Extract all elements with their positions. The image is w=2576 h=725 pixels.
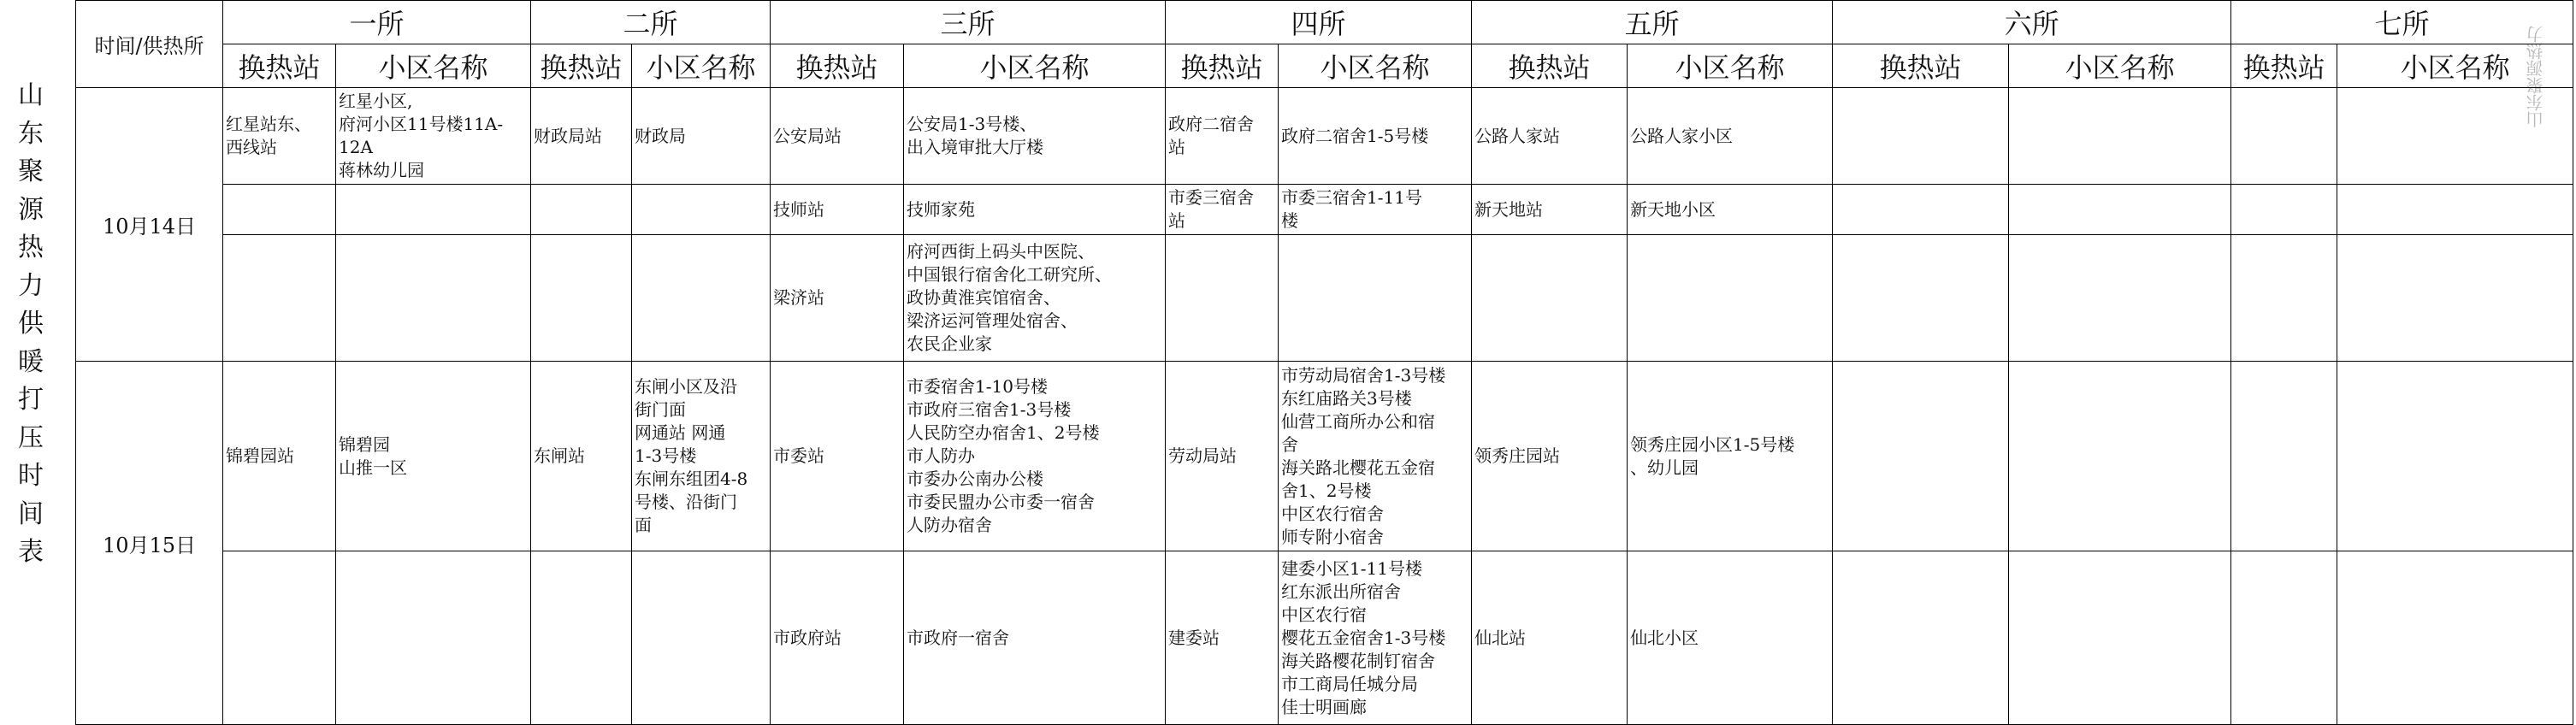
community-cell: 市委三宿舍1-11号 楼 — [1279, 185, 1472, 235]
station-column-header: 换热站 — [531, 44, 632, 88]
community-cell — [336, 185, 531, 235]
station-cell — [531, 185, 632, 235]
station-cell — [1472, 235, 1628, 362]
header-row-sub — [76, 44, 2573, 88]
side-title-char: 聚 — [18, 156, 44, 186]
station-cell: 红星站东、 西线站 — [223, 88, 336, 185]
side-title-char: 热 — [18, 233, 44, 262]
station-cell — [531, 551, 632, 725]
suo-header-6: 六所 — [1833, 1, 2231, 44]
watermark: 山东聚源热力 — [2526, 26, 2546, 128]
suo-header-1: 一所 — [223, 1, 531, 44]
community-cell — [1628, 235, 1833, 362]
community-cell: 建委小区1-11号楼 红东派出所宿舍 中区农行宿 樱花五金宿舍1-3号楼 海关路樱花制钉宿舍 市工商局任城分局 佳士明画廊 — [1279, 551, 1472, 725]
station-column-header: 换热站 — [771, 44, 904, 88]
station-cell — [223, 185, 336, 235]
station-cell — [223, 235, 336, 362]
community-cell: 政府二宿舍1-5号楼 — [1279, 88, 1472, 185]
station-cell: 锦碧园站 — [223, 362, 336, 551]
station-cell — [1833, 362, 2009, 551]
community-cell: 仙北小区 — [1628, 551, 1833, 725]
station-cell — [2231, 551, 2337, 725]
community-column-header: 小区名称 — [904, 44, 1166, 88]
station-cell — [1833, 235, 2009, 362]
table-row — [76, 235, 2573, 362]
community-cell — [336, 235, 531, 362]
community-cell: 公路人家小区 — [1628, 88, 1833, 185]
station-cell: 技师站 — [771, 185, 904, 235]
station-cell: 劳动局站 — [1166, 362, 1279, 551]
community-cell: 府河西街上码头中医院、 中国银行宿舍化工研究所、 政协黄淮宾馆宿舍、 梁济运河管理处宿舍、 农民企业家 — [904, 235, 1166, 362]
side-title-char: 力 — [18, 270, 44, 301]
side-title-char: 压 — [18, 422, 44, 453]
suo-header-3: 三所 — [771, 1, 1166, 44]
community-cell: 锦碧园 山推一区 — [336, 362, 531, 551]
table-row — [76, 362, 2573, 551]
station-cell: 建委站 — [1166, 551, 1279, 725]
station-column-header: 换热站 — [223, 44, 336, 88]
community-cell: 市委宿舍1-10号楼 市政府三宿舍1-3号楼 人民防空办宿舍1、2号楼 市人防办 市委办公南办公楼 市委民盟办公市委一宿舍 人防办宿舍 — [904, 362, 1166, 551]
community-cell — [336, 551, 531, 725]
side-title-char: 表 — [18, 537, 44, 567]
station-column-header: 换热站 — [1472, 44, 1628, 88]
community-cell — [632, 185, 771, 235]
station-cell — [1833, 185, 2009, 235]
station-cell: 梁济站 — [771, 235, 904, 362]
community-column-header: 小区名称 — [1279, 44, 1472, 88]
station-cell: 公路人家站 — [1472, 88, 1628, 185]
station-cell — [1166, 235, 1279, 362]
vertical-page-title — [0, 77, 62, 714]
station-cell — [531, 235, 632, 362]
community-cell — [2337, 235, 2573, 362]
community-cell — [632, 551, 771, 725]
station-cell — [2231, 185, 2337, 235]
station-cell: 仙北站 — [1472, 551, 1628, 725]
suo-header-4: 四所 — [1166, 1, 1472, 44]
community-column-header: 小区名称 — [632, 44, 771, 88]
station-cell: 市委站 — [771, 362, 904, 551]
community-column-header: 小区名称 — [2337, 44, 2573, 88]
community-cell — [2337, 362, 2573, 551]
station-column-header: 换热站 — [1833, 44, 2009, 88]
station-cell: 市政府站 — [771, 551, 904, 725]
station-cell — [2231, 88, 2337, 185]
community-column-header: 小区名称 — [336, 44, 531, 88]
community-cell: 新天地小区 — [1628, 185, 1833, 235]
corner-header: 时间/供热所 — [76, 1, 223, 88]
community-cell — [2009, 551, 2231, 725]
community-cell: 市劳动局宿舍1-3号楼 东红庙路关3号楼 仙营工商所办公和宿 舍 海关路北樱花五金宿 舍1、2号楼 中区农行宿舍 师专附小宿舍 — [1279, 362, 1472, 551]
side-title-char: 山 — [18, 80, 44, 110]
suo-header-2: 二所 — [531, 1, 771, 44]
station-cell: 政府二宿舍 站 — [1166, 88, 1279, 185]
community-cell — [2337, 185, 2573, 235]
side-title-char: 供 — [18, 309, 44, 339]
station-cell: 新天地站 — [1472, 185, 1628, 235]
table-row — [76, 185, 2573, 235]
date-cell: 10月15日 — [76, 362, 223, 725]
station-column-header: 换热站 — [2231, 44, 2337, 88]
community-cell — [2009, 88, 2231, 185]
side-title-char: 源 — [18, 194, 44, 225]
community-cell: 东闸小区及沿 街门面 网通站 网通 1-3号楼 东闸东组团4-8 号楼、沿街门 面 — [632, 362, 771, 551]
community-column-header: 小区名称 — [1628, 44, 1833, 88]
community-cell: 领秀庄园小区1-5号楼 、幼儿园 — [1628, 362, 1833, 551]
suo-header-7: 七所 — [2231, 1, 2573, 44]
heating-schedule-table — [75, 0, 2573, 725]
station-cell: 公安局站 — [771, 88, 904, 185]
table-row — [76, 551, 2573, 725]
side-title-char: 时 — [18, 461, 44, 491]
station-cell — [223, 551, 336, 725]
station-cell: 财政局站 — [531, 88, 632, 185]
community-column-header: 小区名称 — [2009, 44, 2231, 88]
station-column-header: 换热站 — [1166, 44, 1279, 88]
community-cell — [1279, 235, 1472, 362]
header-row-suo — [76, 1, 2573, 44]
community-cell: 公安局1-3号楼、 出入境审批大厅楼 — [904, 88, 1166, 185]
station-cell: 市委三宿舍 站 — [1166, 185, 1279, 235]
community-cell — [2337, 551, 2573, 725]
side-title-char: 间 — [18, 498, 44, 529]
community-cell — [632, 235, 771, 362]
community-cell: 红星小区, 府河小区11号楼11A- 12A 蒋林幼儿园 — [336, 88, 531, 185]
side-title-char: 东 — [18, 118, 44, 149]
community-cell: 市政府一宿舍 — [904, 551, 1166, 725]
station-cell: 领秀庄园站 — [1472, 362, 1628, 551]
community-cell: 技师家苑 — [904, 185, 1166, 235]
community-cell — [2337, 88, 2573, 185]
community-cell: 财政局 — [632, 88, 771, 185]
community-cell — [2009, 362, 2231, 551]
station-cell — [1833, 88, 2009, 185]
community-cell — [2009, 185, 2231, 235]
table-row — [76, 88, 2573, 185]
station-cell — [2231, 362, 2337, 551]
side-title-char: 暖 — [18, 346, 44, 377]
station-cell: 东闸站 — [531, 362, 632, 551]
station-cell — [1833, 551, 2009, 725]
community-cell — [2009, 235, 2231, 362]
side-title-char: 打 — [18, 385, 44, 415]
suo-header-5: 五所 — [1472, 1, 1833, 44]
station-cell — [2231, 235, 2337, 362]
date-cell: 10月14日 — [76, 88, 223, 362]
